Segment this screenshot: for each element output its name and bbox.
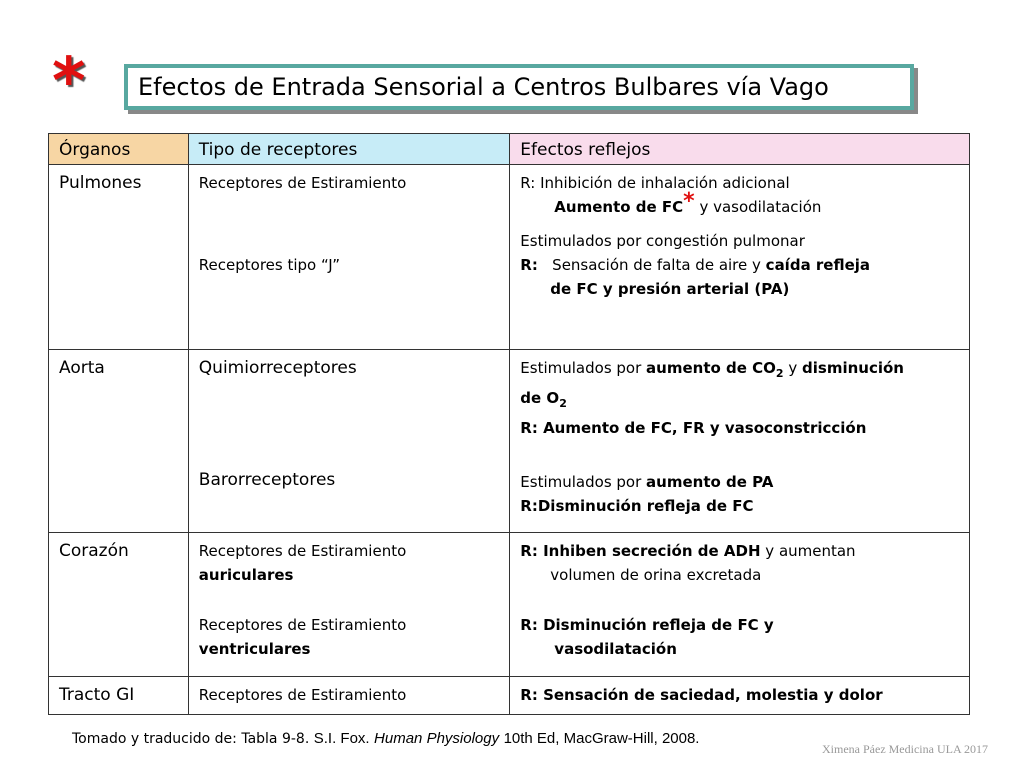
receptor-label: Receptores de Estiramiento: [198, 616, 407, 634]
receptor-cell: [188, 165, 510, 350]
receptor-cell: [188, 533, 510, 677]
author-credit: Ximena Páez Medicina ULA 2017: [822, 742, 988, 756]
effect-text: R: Sensación de falta de aire y caída refleja: [520, 256, 871, 274]
effect-text: vasodilatación: [554, 640, 677, 658]
organ-cell: [49, 165, 189, 350]
effect-text: R: Inhibición de inhalación adicional: [520, 174, 790, 192]
organ-cell: [49, 677, 189, 715]
receptor-label: Receptores de Estiramiento: [198, 542, 407, 560]
effect-cell: [510, 165, 970, 350]
table-row-corazon: [49, 533, 970, 677]
organ-cell: [49, 350, 189, 533]
effect-text: R: Aumento de FC, FR y vasoconstricción: [520, 419, 867, 437]
table-header-row: [49, 134, 970, 165]
receptor-label: Quimiorreceptores: [198, 358, 357, 378]
effect-text: R: Inhiben secreción de ADH y aumentan: [520, 542, 856, 560]
table-row-tracto-gi: [49, 677, 970, 715]
organ-cell: [49, 533, 189, 677]
effect-text: R:Disminución refleja de FC: [520, 497, 754, 515]
organ-label: Tracto GI: [59, 685, 135, 705]
slide-title: Efectos de Entrada Sensorial a Centros Bulbares vía Vago: [138, 73, 829, 101]
receptor-label: ventriculares: [198, 640, 311, 658]
red-asterisk-icon: *: [52, 45, 86, 119]
effect-text: Estimulados por aumento de $CO_2$ y disminución: [520, 359, 904, 380]
effect-cell: [510, 677, 970, 715]
receptor-label: Barorreceptores: [198, 470, 336, 490]
receptor-cell: [188, 350, 510, 533]
effect-text: Estimulados por aumento de PA: [520, 473, 774, 491]
receptor-label: Receptores de Estiramiento: [198, 174, 407, 192]
organ-label: Pulmones: [59, 173, 142, 193]
receptor-cell: [188, 677, 510, 715]
organ-label: Corazón: [59, 541, 129, 561]
table-row-aorta: [49, 350, 970, 533]
effect-text: de $O_2$: [520, 389, 567, 410]
effect-cell: [510, 533, 970, 677]
column-header-tipo-receptores: Tipo de receptores: [188, 134, 510, 165]
table-row-pulmones: [49, 165, 970, 350]
column-header-efectos-reflejos: Efectos reflejos: [510, 134, 970, 165]
receptors-table: [48, 133, 970, 715]
effect-cell: [510, 350, 970, 533]
effect-text: de FC y presión arterial (PA): [550, 280, 790, 298]
organ-label: Aorta: [59, 358, 105, 378]
column-header-organos: Órganos: [49, 134, 189, 165]
effect-text: Estimulados por congestión pulmonar: [520, 232, 805, 250]
effect-text: volumen de orina excretada: [550, 566, 762, 584]
receptor-label: Receptores tipo “J”: [198, 256, 341, 274]
source-citation: Tomado y traducido de: Tabla 9-8. S.I. Fox. Human Physiology 10th Ed, MacGraw-Hill, 2008.: [72, 730, 700, 747]
red-asterisk-icon: *: [683, 189, 695, 214]
effect-text: Aumento de FC* y vasodilatación: [554, 189, 822, 216]
receptor-label: Receptores de Estiramiento: [198, 686, 407, 704]
effect-text: R: Disminución refleja de FC y: [520, 616, 774, 634]
effect-text: R: Sensación de saciedad, molestia y dolor: [520, 686, 883, 704]
receptor-label: auriculares: [198, 566, 294, 584]
slide-title-box: [124, 64, 914, 110]
